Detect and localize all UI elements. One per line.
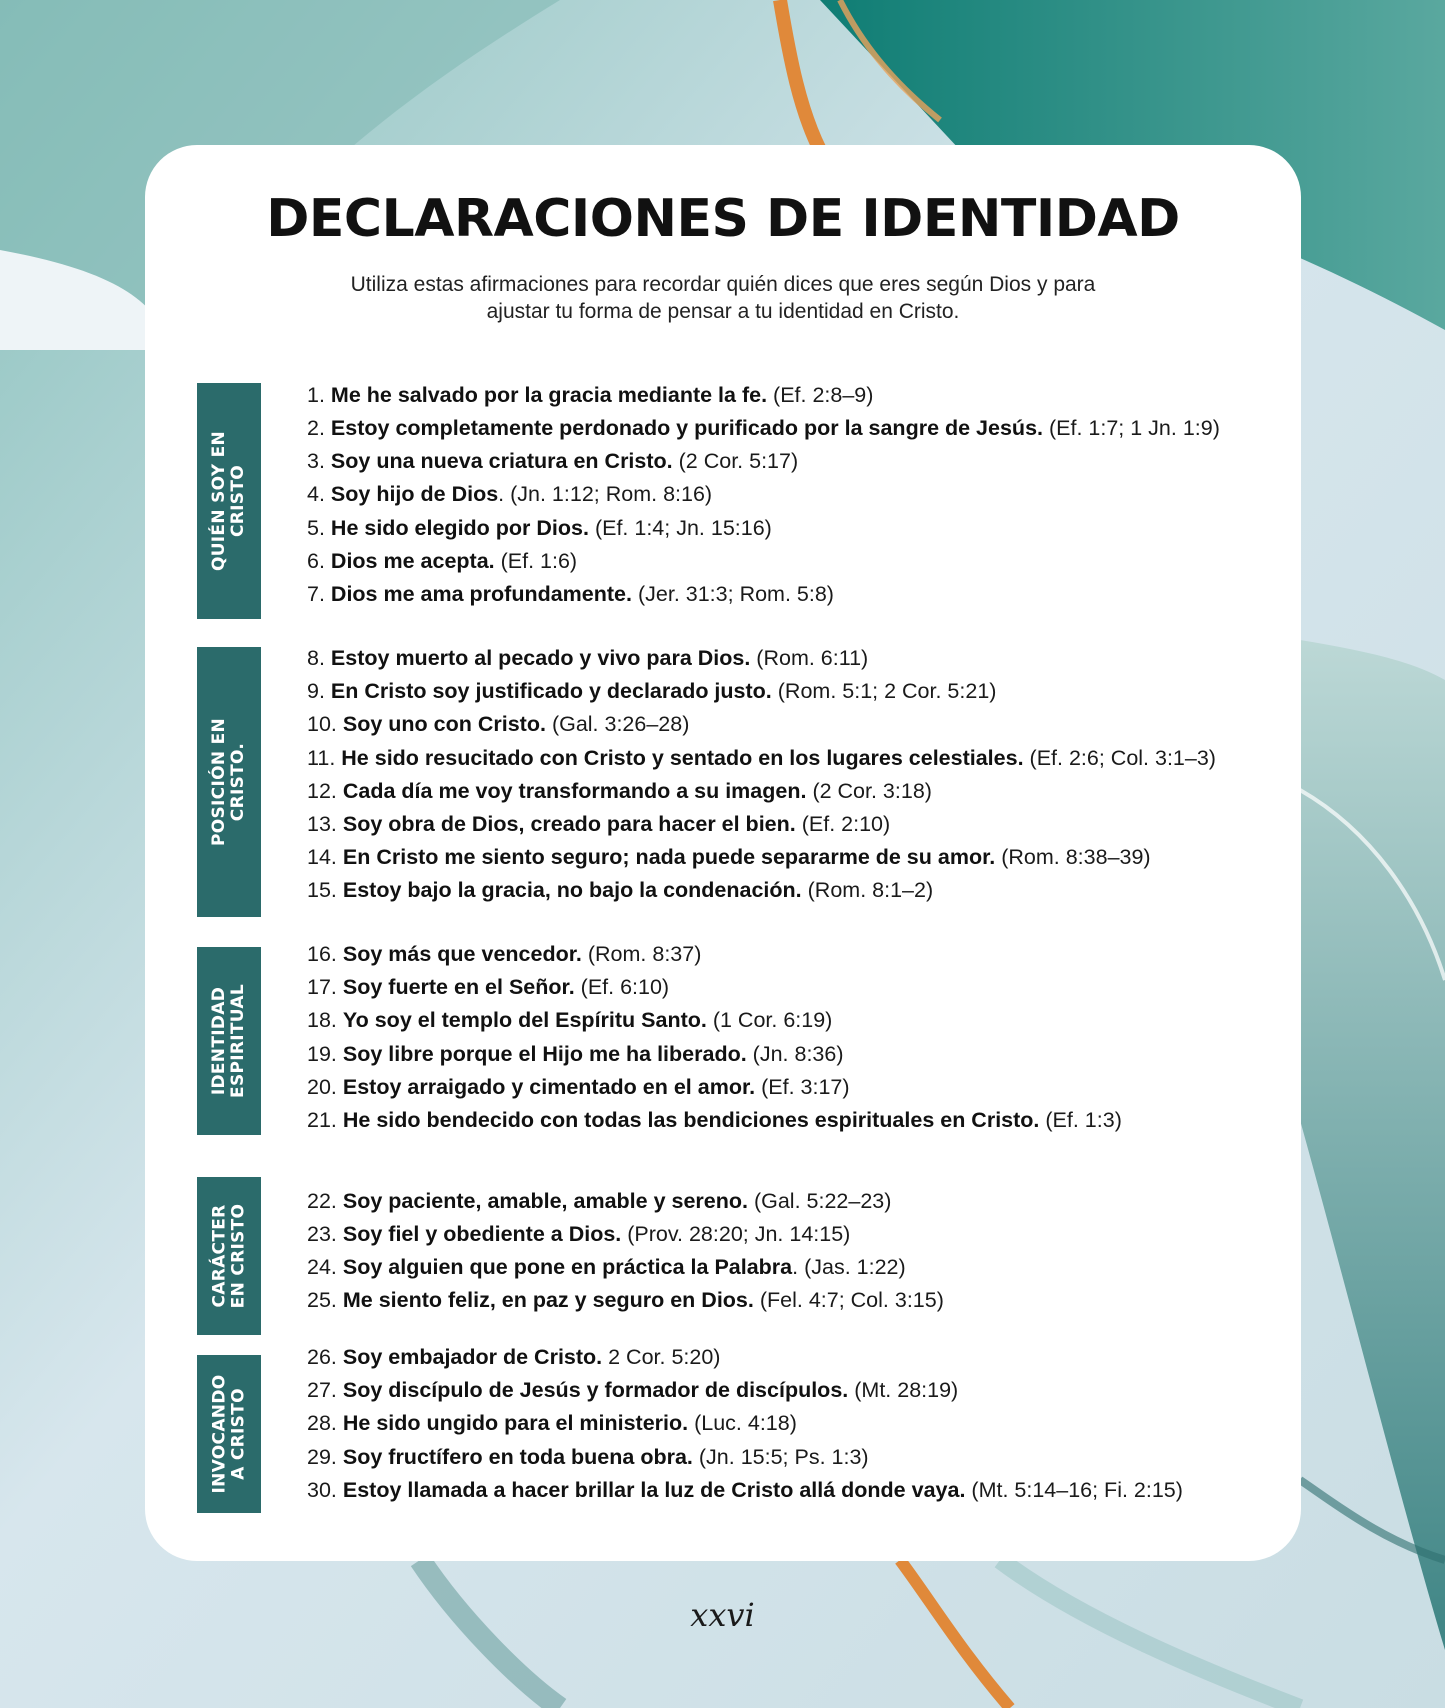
section-label-caracter [197, 1177, 261, 1335]
section-label-invocando [197, 1355, 261, 1513]
declaration-item-2: 2. Estoy completamente perdonado y purificado por la sangre de Jesús. (Ef. 1:7; 1 Jn. 1:9) [307, 416, 1220, 440]
declaration-item-10: 10. Soy uno con Cristo. (Gal. 3:26–28) [307, 712, 690, 736]
declaration-item-12: 12. Cada día me voy transformando a su imagen. (2 Cor. 3:18) [307, 779, 932, 803]
section-label-line: CRISTO. [228, 742, 248, 822]
declaration-item-6: 6. Dios me acepta. (Ef. 1:6) [307, 549, 578, 573]
subtitle-line-2: ajustar tu forma de pensar a tu identidad en Cristo. [486, 300, 960, 323]
declaration-item-22: 22. Soy paciente, amable, amable y sereno. (Gal. 5:22–23) [307, 1189, 892, 1213]
declaration-item-29: 29. Soy fructífero en toda buena obra. (Jn. 15:5; Ps. 1:3) [307, 1445, 869, 1469]
section-label-line: IDENTIDAD [209, 986, 229, 1096]
declaration-item-7: 7. Dios me ama profundamente. (Jer. 31:3; Rom. 5:8) [307, 582, 834, 606]
section-label-line: A CRISTO [228, 1388, 248, 1480]
declaration-item-14: 14. En Cristo me siento seguro; nada puede separarme de su amor. (Rom. 8:38–39) [307, 845, 1151, 869]
declaration-item-23: 23. Soy fiel y obediente a Dios. (Prov. 28:20; Jn. 14:15) [307, 1222, 851, 1246]
declaration-item-28: 28. He sido ungido para el ministerio. (Luc. 4:18) [307, 1411, 797, 1435]
section-label-line: QUIÉN SOY EN [209, 430, 230, 572]
section-label-line: INVOCANDO [209, 1374, 229, 1494]
declaration-item-11: 11. He sido resucitado con Cristo y sentado en los lugares celestiales. (Ef. 2:6; Col. 3:1–3) [307, 746, 1216, 770]
page-number: xxvi [690, 1596, 755, 1634]
declaration-item-25: 25. Me siento feliz, en paz y seguro en Dios. (Fel. 4:7; Col. 3:15) [307, 1288, 944, 1312]
declaration-item-18: 18. Yo soy el templo del Espíritu Santo. (1 Cor. 6:19) [307, 1008, 833, 1032]
declaration-item-21: 21. He sido bendecido con todas las bendiciones espirituales en Cristo. (Ef. 1:3) [307, 1108, 1122, 1132]
declaration-item-16: 16. Soy más que vencedor. (Rom. 8:37) [307, 942, 702, 966]
declaration-item-1: 1. Me he salvado por la gracia mediante la fe. (Ef. 2:8–9) [307, 383, 874, 407]
declaration-item-20: 20. Estoy arraigado y cimentado en el amor. (Ef. 3:17) [307, 1075, 850, 1099]
section-label-quien-soy [197, 383, 261, 619]
declaration-item-19: 19. Soy libre porque el Hijo me ha liberado. (Jn. 8:36) [307, 1042, 844, 1066]
declaration-item-13: 13. Soy obra de Dios, creado para hacer el bien. (Ef. 2:10) [307, 812, 891, 836]
declaration-item-9: 9. En Cristo soy justificado y declarado justo. (Rom. 5:1; 2 Cor. 5:21) [307, 679, 997, 703]
section-label-line: CRISTO [228, 465, 249, 537]
page-subtitle [295, 271, 1151, 325]
declaration-item-30: 30. Estoy llamada a hacer brillar la luz de Cristo allá donde vaya. (Mt. 5:14–16; Fi. 2:15) [307, 1478, 1183, 1502]
declaration-item-4: 4. Soy hijo de Dios. (Jn. 1:12; Rom. 8:16) [307, 482, 713, 506]
declaration-item-17: 17. Soy fuerte en el Señor. (Ef. 6:10) [307, 975, 670, 999]
declaration-item-24: 24. Soy alguien que pone en práctica la Palabra. (Jas. 1:22) [307, 1255, 906, 1279]
declaration-item-27: 27. Soy discípulo de Jesús y formador de discípulos. (Mt. 28:19) [307, 1378, 959, 1402]
subtitle-line-1: Utiliza estas afirmaciones para recordar quién dices que eres según Dios y para [350, 273, 1096, 296]
section-label-line: ESPIRITUAL [228, 984, 248, 1098]
declaration-item-5: 5. He sido elegido por Dios. (Ef. 1:4; Jn. 15:16) [307, 516, 772, 540]
page-title: DECLARACIONES DE IDENTIDAD [266, 189, 1180, 249]
declaration-item-26: 26. Soy embajador de Cristo. 2 Cor. 5:20) [307, 1345, 721, 1369]
declaration-item-8: 8. Estoy muerto al pecado y vivo para Dios. (Rom. 6:11) [307, 646, 869, 670]
section-label-line: POSICIÓN EN [209, 717, 229, 847]
declarations-card [145, 145, 1301, 1561]
declaration-item-15: 15. Estoy bajo la gracia, no bajo la condenación. (Rom. 8:1–2) [307, 878, 934, 902]
section-label-line: CARÁCTER [209, 1204, 229, 1308]
section-label-line: EN CRISTO [228, 1203, 248, 1309]
declaration-item-3: 3. Soy una nueva criatura en Cristo. (2 Cor. 5:17) [307, 449, 799, 473]
section-label-posicion [197, 647, 261, 917]
section-label-identidad-espiritual [197, 947, 261, 1135]
